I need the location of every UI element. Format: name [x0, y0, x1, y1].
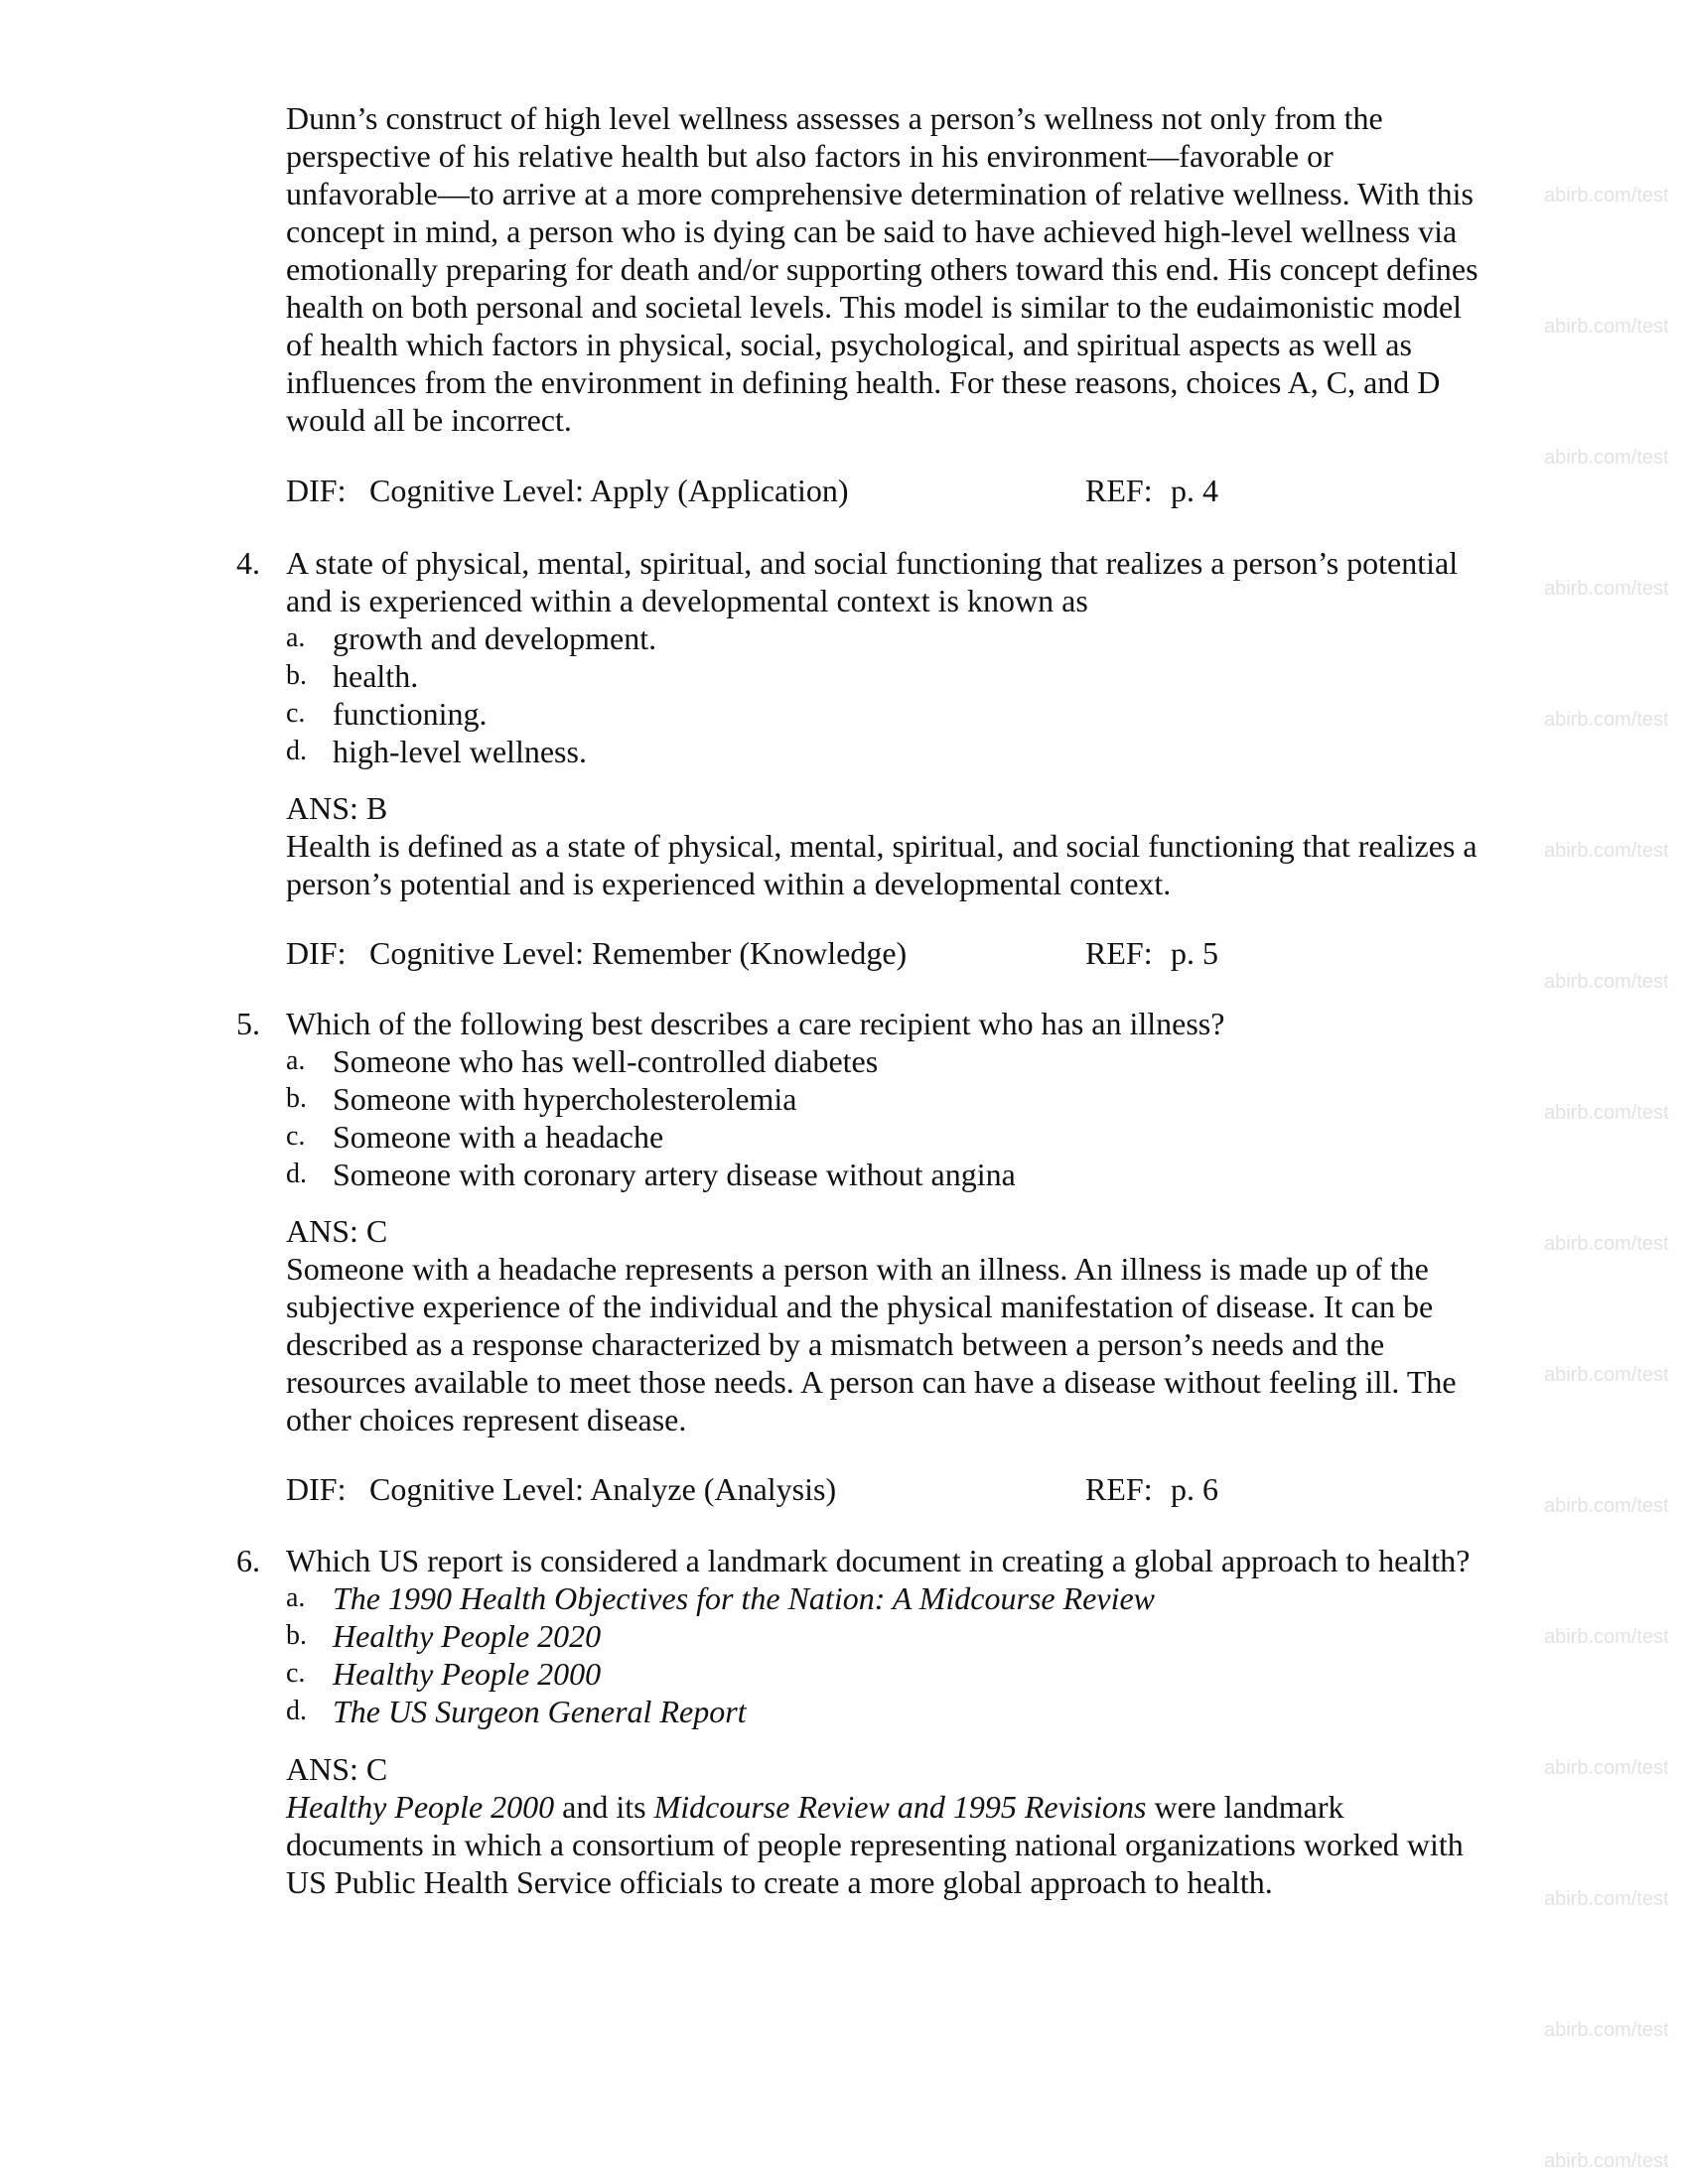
option-b: [286, 1617, 1517, 1655]
watermark-text: abirb.com/test: [1544, 316, 1669, 338]
option-letter: b.: [286, 660, 307, 691]
dif-label: DIF:: [286, 935, 347, 971]
question-stem: and is experienced within a developmental context is known as: [286, 583, 1088, 618]
rationale-line: Dunn’s construct of high level wellness assesses a person’s wellness not only from the: [286, 100, 1383, 136]
rationale-line: resources available to meet those needs. A person can have a disease without feeling ill. The: [286, 1364, 1457, 1400]
question-stem: Which of the following best describes a care recipient who has an illness?: [286, 1006, 1225, 1041]
rationale-line: described as a response characterized by a mismatch between a person’s needs and the: [286, 1326, 1385, 1362]
rationale-line: of health which factors in physical, social, psychological, and spiritual aspects as well as: [286, 327, 1412, 362]
option-c: [286, 1655, 1517, 1693]
dif-label: DIF:: [286, 473, 347, 508]
dif-label: DIF:: [286, 1471, 347, 1507]
option-d: [286, 733, 1517, 770]
option-letter: c.: [286, 1658, 306, 1689]
watermark-text: abirb.com/test: [1544, 185, 1669, 206]
option-text: Someone who has well-controlled diabetes: [333, 1043, 879, 1079]
rationale-line: influences from the environment in defining health. For these reasons, choices A, C, and D: [286, 364, 1441, 400]
option-text: functioning.: [333, 696, 488, 732]
option-text: Healthy People 2020: [333, 1618, 602, 1654]
rationale-line: health on both personal and societal levels. This model is similar to the eudaimonistic model: [286, 289, 1463, 325]
watermark-text: abirb.com/test: [1544, 447, 1669, 469]
rationale-line: subjective experience of the individual and the physical manifestation of disease. It can be: [286, 1289, 1434, 1324]
rationale-line: other choices represent disease.: [286, 1402, 687, 1437]
option-letter: d.: [286, 736, 307, 766]
option-a: [286, 619, 1517, 657]
question-number: 6.: [236, 1543, 260, 1578]
question-stem: A state of physical, mental, spiritual, and social functioning that realizes a person’s potential: [286, 545, 1459, 581]
answer-6: [286, 1750, 1517, 1901]
watermark-text: abirb.com/test: [1544, 1757, 1669, 1779]
watermark-text: abirb.com/test: [1544, 971, 1669, 993]
option-text: The US Surgeon General Report: [333, 1694, 747, 1729]
watermark-text: abirb.com/test: [1544, 1233, 1669, 1255]
option-letter: d.: [286, 1696, 307, 1726]
page-reference: p. 4: [1171, 473, 1218, 508]
option-d: [286, 1693, 1517, 1730]
option-d: [286, 1156, 1517, 1193]
ref-label: REF:: [1085, 473, 1153, 508]
rationale-line: Someone with a headache represents a person with an illness. An illness is made up of the: [286, 1251, 1429, 1287]
question-number: 5.: [236, 1006, 260, 1041]
option-letter: b.: [286, 1620, 307, 1651]
ref-label: REF:: [1085, 935, 1153, 971]
option-c: [286, 695, 1517, 733]
q5-meta: [286, 1470, 1517, 1508]
option-text: Healthy People 2000: [333, 1656, 602, 1692]
question-stem: Which US report is considered a landmark document in creating a global approach to health?: [286, 1543, 1471, 1578]
watermark-text: abirb.com/test: [1544, 1102, 1669, 1124]
ref-label: REF:: [1085, 1471, 1153, 1507]
option-text: health.: [333, 658, 419, 694]
watermark-text: abirb.com/test: [1544, 1888, 1669, 1910]
option-b: [286, 657, 1517, 695]
difficulty: Cognitive Level: Remember (Knowledge): [369, 935, 908, 971]
watermark-text: abirb.com/test: [1544, 1626, 1669, 1648]
watermark-text: abirb.com/test: [1544, 2019, 1669, 2041]
option-letter: a.: [286, 1045, 306, 1076]
rationale-line: Health is defined as a state of physical, mental, spiritual, and social functioning that realizes a: [286, 828, 1477, 864]
rationale-text: and its: [554, 1789, 654, 1825]
watermark-text: abirb.com/test: [1544, 1495, 1669, 1517]
question-5: [236, 1005, 1517, 1193]
watermark-text: abirb.com/test: [1544, 840, 1669, 862]
option-letter: a.: [286, 1582, 306, 1613]
rationale-line: [286, 1788, 1517, 1826]
option-c: [286, 1118, 1517, 1156]
rationale-line: US Public Health Service officials to create a more global approach to health.: [286, 1864, 1273, 1900]
q3-rationale: [286, 99, 1517, 439]
option-text: Someone with hypercholesterolemia: [333, 1081, 797, 1117]
question-number: 4.: [236, 545, 260, 581]
option-a: [286, 1579, 1517, 1617]
difficulty: Cognitive Level: Apply (Application): [369, 473, 849, 508]
option-text: growth and development.: [333, 620, 657, 656]
option-text: The 1990 Health Objectives for the Nation: A Midcourse Review: [333, 1580, 1155, 1616]
page-reference: p. 6: [1171, 1471, 1218, 1507]
rationale-line: would all be incorrect.: [286, 402, 572, 438]
watermark-text: abirb.com/test: [1544, 2150, 1669, 2172]
book-title: Midcourse Review and 1995 Revisions: [653, 1789, 1147, 1825]
rationale-line: person’s potential and is experienced within a developmental context.: [286, 866, 1172, 901]
rationale-line: concept in mind, a person who is dying can be said to have achieved high-level wellness via: [286, 213, 1458, 249]
rationale-line: unfavorable—to arrive at a more comprehensive determination of relative wellness. With this: [286, 176, 1474, 211]
option-letter: a.: [286, 622, 306, 653]
page-reference: p. 5: [1171, 935, 1218, 971]
option-text: Someone with a headache: [333, 1119, 664, 1155]
answer-key: ANS: C: [286, 1213, 388, 1249]
question-6: [236, 1542, 1517, 1730]
option-b: [286, 1080, 1517, 1118]
watermark-text: abirb.com/test: [1544, 578, 1669, 600]
difficulty: Cognitive Level: Analyze (Analysis): [369, 1471, 837, 1507]
answer-key: ANS: C: [286, 1751, 388, 1787]
watermark-text: abirb.com/test: [1544, 1364, 1669, 1386]
option-letter: c.: [286, 698, 306, 729]
book-title: Healthy People 2000: [286, 1789, 555, 1825]
option-letter: c.: [286, 1121, 306, 1152]
option-text: Someone with coronary artery disease without angina: [333, 1157, 1016, 1192]
watermark-text: abirb.com/test: [1544, 709, 1669, 731]
answer-key: ANS: B: [286, 790, 388, 826]
option-letter: b.: [286, 1083, 307, 1114]
option-a: [286, 1042, 1517, 1080]
question-4: [236, 544, 1517, 770]
option-letter: d.: [286, 1159, 307, 1189]
q3-meta: [286, 472, 1517, 509]
answer-4: [286, 789, 1517, 902]
rationale-text: were landmark: [1146, 1789, 1344, 1825]
answer-5: [286, 1212, 1517, 1438]
rationale-line: documents in which a consortium of people representing national organizations worked with: [286, 1827, 1464, 1862]
q4-meta: [286, 934, 1517, 972]
rationale-line: emotionally preparing for death and/or supporting others toward this end. His concept defines: [286, 251, 1478, 287]
rationale-line: perspective of his relative health but also factors in his environment—favorable or: [286, 138, 1334, 174]
option-text: high-level wellness.: [333, 734, 587, 769]
